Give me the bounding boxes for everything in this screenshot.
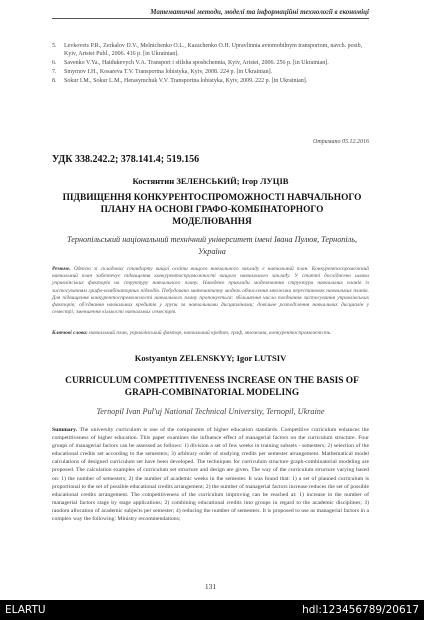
repository-name: ELARTU	[5, 604, 46, 616]
title-ua: ПІДВИЩЕННЯ КОНКУРЕНТОСПРОМОЖНОСТІ НАВЧАЛЬНОГО ПЛАНУ НА ОСНОВІ ГРАФО-КОМБІНАТОРНОГО МОДЕЛЮВАННЯ	[62, 193, 362, 227]
running-header: Математичні методи, моделі та інформаційні технології в економіці	[150, 8, 369, 16]
abstract-label-ua: Резюме.	[52, 266, 71, 272]
header-rule	[52, 18, 369, 19]
received-date: Отримано 05.12.2016	[313, 139, 369, 145]
authors-ua: Костянтин ЗЕЛЕНСЬКИЙ; Ігор ЛУЦІВ	[132, 176, 289, 186]
reference-number: 5.	[52, 43, 57, 49]
reference-item	[52, 68, 369, 76]
udc-code: УДК 338.242.2; 378.141.4; 519.156	[52, 154, 200, 165]
abstract-en	[52, 426, 369, 523]
repository-footer	[0, 600, 424, 620]
reference-text: Savenko V.Ya., Haidukevych V.A. Transport i sfilsha sposhchennia, Kyiv, Aristei, 2006. 256 p. [in Ukrainian].	[64, 60, 329, 66]
reference-text: Levkovets P.R., Zerkalov D.V., Melnichenko O.L., Kazachenko O.H. Upravlinnia avtomobilnym transportom, navch. posib, Kyiv, Aristei Publ., 2006. 416 p. [in Ukrainian].	[64, 43, 363, 57]
abstract-text-en: The university curriculum is one of the components of higher education standards. Competitive curriculum enhances the competitiveness of higher education. This paper examines the influence effect of managerial factors on the curriculum structure. Four groups of managerial factors can be assessed as follows: 1) division a set of few weeks in training subsets - semesters; 2) selection of the educational credits set according to the semesters; 3) arbitrary order of studying credits per semester arrangement. Mathematical model calculations of designed curriculum set have been developed. The techniques for curriculum structure graph-combinatorial modeling are proposed. The calculation examples of curriculum set structure and design are given. The way of the curriculum structure varying based on: 1) the number of semesters; 2) the number of academic weeks in the semester. It was found that: 1) a set of planned curriculum is proportional to the set of possible educational credits arrangement; 2) the number of managerial factors increase reduces the set of possible educational credits arrangement. The competitiveness of the curriculum improving can be reached at: 1) increase in the number of managerial factors stage by stage applications; 2) combining educational credits into groups in regard to the academic disciplines; 3) random allocation of academic subjects per semester; 4) reducing the number of semesters. It is proposed to use as managerial factors in a complex way the following: Ministry recommendations;	[52, 427, 369, 523]
handle-id: hdl:123456789/20617	[302, 604, 419, 616]
reference-list	[52, 42, 369, 86]
reference-number: 6.	[52, 60, 57, 66]
reference-text: Sokur I.M., Sokur L.M., Herasymchuk V.V. Transportna lohistyka, Kyiv, 2009. 222 p. [in Ukrainian].	[64, 78, 308, 84]
abstract-text-ua: Однією зі складових стандарту вищої освіти вищого навчального закладу є навчальний план. Конкурентоспроможний навчальний план забезпечує підвищення конкурентоспроможності вищого навчального закладу. У статті досліджено шляхи управлінських факторів на структуру навчального плану. Наведено приклади моделювання структури навчальних планів із застосуванням графо-комбінаторних підходів. Побудовано математичну модель обчислення множини перестановок навчальних планів. Для підвищення конкурентоспроможності навчального плану пропонується: збільшення числа поєднання застосування управлінських факторів; об'єднання навчальних кредитів у групи за навчальними дисциплінами; довільне розподілення навчальних дисциплін у семестрі; зменшення кількості навчальних семестрів.	[52, 266, 369, 316]
reference-number: 8.	[52, 78, 57, 84]
abstract-ua	[52, 266, 369, 316]
reference-item	[52, 59, 369, 67]
authors-en: Kostyantyn ZELENSKYY; Igor LUTSIV	[134, 353, 287, 363]
reference-text: Smyrnov I.H., Kosareva T.V. Transportna lohistyka, Kyiv, 2008. 224 p. [in Ukrainian].	[64, 69, 273, 75]
affiliation-ua: Тернопільський національний технічний університет імені Івана Пулюя, Тернопіль, Україна	[66, 235, 358, 256]
keywords-ua	[52, 330, 369, 337]
reference-item	[52, 77, 369, 85]
abstract-label-en: Summary.	[52, 427, 78, 433]
keywords-label-ua: Ключові слова:	[52, 330, 88, 336]
page-number: 131	[204, 582, 217, 591]
title-en: CURRICULUM COMPETITIVENESS INCREASE ON THE BASIS OF GRAPH-COMBINATORIAL MODELING	[65, 376, 359, 398]
keywords-text-ua: навчальний план, управлінський фактор, навчальний кредит, граф, множина, конкурентоспроможність.	[89, 330, 332, 336]
reference-item	[52, 42, 369, 58]
affiliation-en: Ternopil Ivan Pul'uj National Technical University, Ternopil, Ukraine	[96, 407, 325, 416]
reference-number: 7.	[52, 69, 57, 75]
